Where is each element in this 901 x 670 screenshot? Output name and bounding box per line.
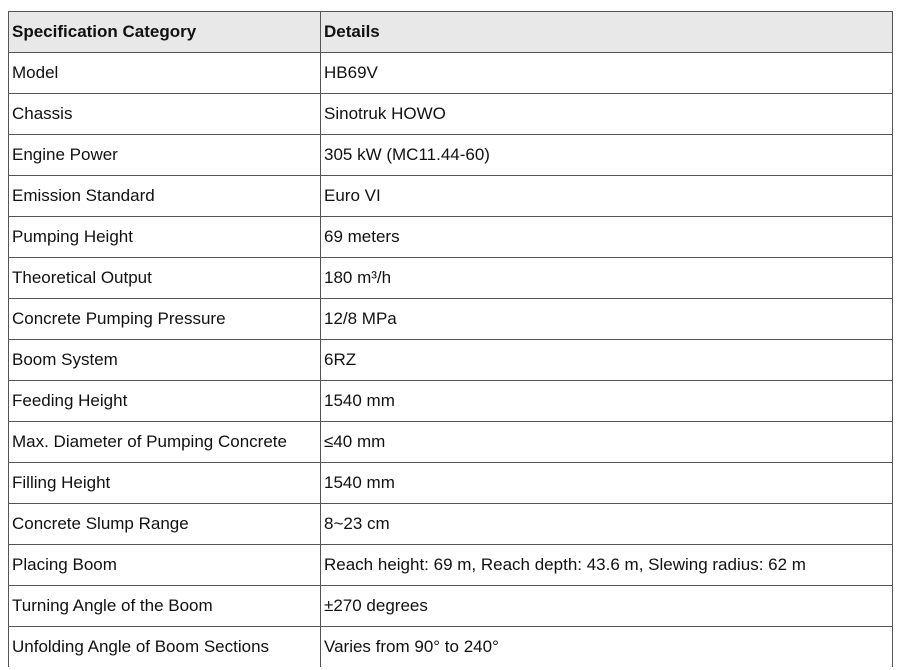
spec-detail-cell: 6RZ bbox=[321, 340, 893, 381]
table-row bbox=[9, 340, 893, 381]
spec-detail-cell: ±270 degrees bbox=[321, 586, 893, 627]
header-details: Details bbox=[321, 12, 893, 53]
spec-category-cell: Boom System bbox=[9, 340, 321, 381]
spec-detail-cell: Reach height: 69 m, Reach depth: 43.6 m, Slewing radius: 62 m bbox=[321, 545, 893, 586]
spec-table bbox=[8, 11, 893, 667]
table-row bbox=[9, 135, 893, 176]
spec-detail-cell: 69 meters bbox=[321, 217, 893, 258]
table-row bbox=[9, 463, 893, 504]
spec-category-cell: Turning Angle of the Boom bbox=[9, 586, 321, 627]
table-row bbox=[9, 53, 893, 94]
table-row bbox=[9, 258, 893, 299]
table-row bbox=[9, 504, 893, 545]
spec-category-cell: Max. Diameter of Pumping Concrete bbox=[9, 422, 321, 463]
spec-table-container bbox=[8, 11, 892, 667]
table-row bbox=[9, 545, 893, 586]
table-row bbox=[9, 176, 893, 217]
table-row bbox=[9, 94, 893, 135]
spec-category-cell: Pumping Height bbox=[9, 217, 321, 258]
spec-category-cell: Theoretical Output bbox=[9, 258, 321, 299]
spec-category-cell: Feeding Height bbox=[9, 381, 321, 422]
spec-category-cell: Unfolding Angle of Boom Sections bbox=[9, 627, 321, 668]
table-row bbox=[9, 381, 893, 422]
spec-category-cell: Emission Standard bbox=[9, 176, 321, 217]
spec-detail-cell: HB69V bbox=[321, 53, 893, 94]
spec-detail-cell: Varies from 90° to 240° bbox=[321, 627, 893, 668]
table-row bbox=[9, 299, 893, 340]
spec-detail-cell: 1540 mm bbox=[321, 381, 893, 422]
spec-detail-cell: 8~23 cm bbox=[321, 504, 893, 545]
table-row bbox=[9, 422, 893, 463]
spec-detail-cell: 1540 mm bbox=[321, 463, 893, 504]
spec-category-cell: Concrete Slump Range bbox=[9, 504, 321, 545]
spec-detail-cell: 12/8 MPa bbox=[321, 299, 893, 340]
table-row bbox=[9, 627, 893, 668]
table-row bbox=[9, 217, 893, 258]
spec-category-cell: Placing Boom bbox=[9, 545, 321, 586]
spec-detail-cell: 305 kW (MC11.44-60) bbox=[321, 135, 893, 176]
spec-detail-cell: 180 m³/h bbox=[321, 258, 893, 299]
header-specification-category: Specification Category bbox=[9, 12, 321, 53]
spec-detail-cell: ≤40 mm bbox=[321, 422, 893, 463]
table-body bbox=[9, 53, 893, 668]
spec-category-cell: Chassis bbox=[9, 94, 321, 135]
spec-category-cell: Filling Height bbox=[9, 463, 321, 504]
spec-category-cell: Model bbox=[9, 53, 321, 94]
table-row bbox=[9, 586, 893, 627]
spec-detail-cell: Euro VI bbox=[321, 176, 893, 217]
spec-category-cell: Engine Power bbox=[9, 135, 321, 176]
spec-category-cell: Concrete Pumping Pressure bbox=[9, 299, 321, 340]
spec-detail-cell: Sinotruk HOWO bbox=[321, 94, 893, 135]
table-header-row bbox=[9, 12, 893, 53]
